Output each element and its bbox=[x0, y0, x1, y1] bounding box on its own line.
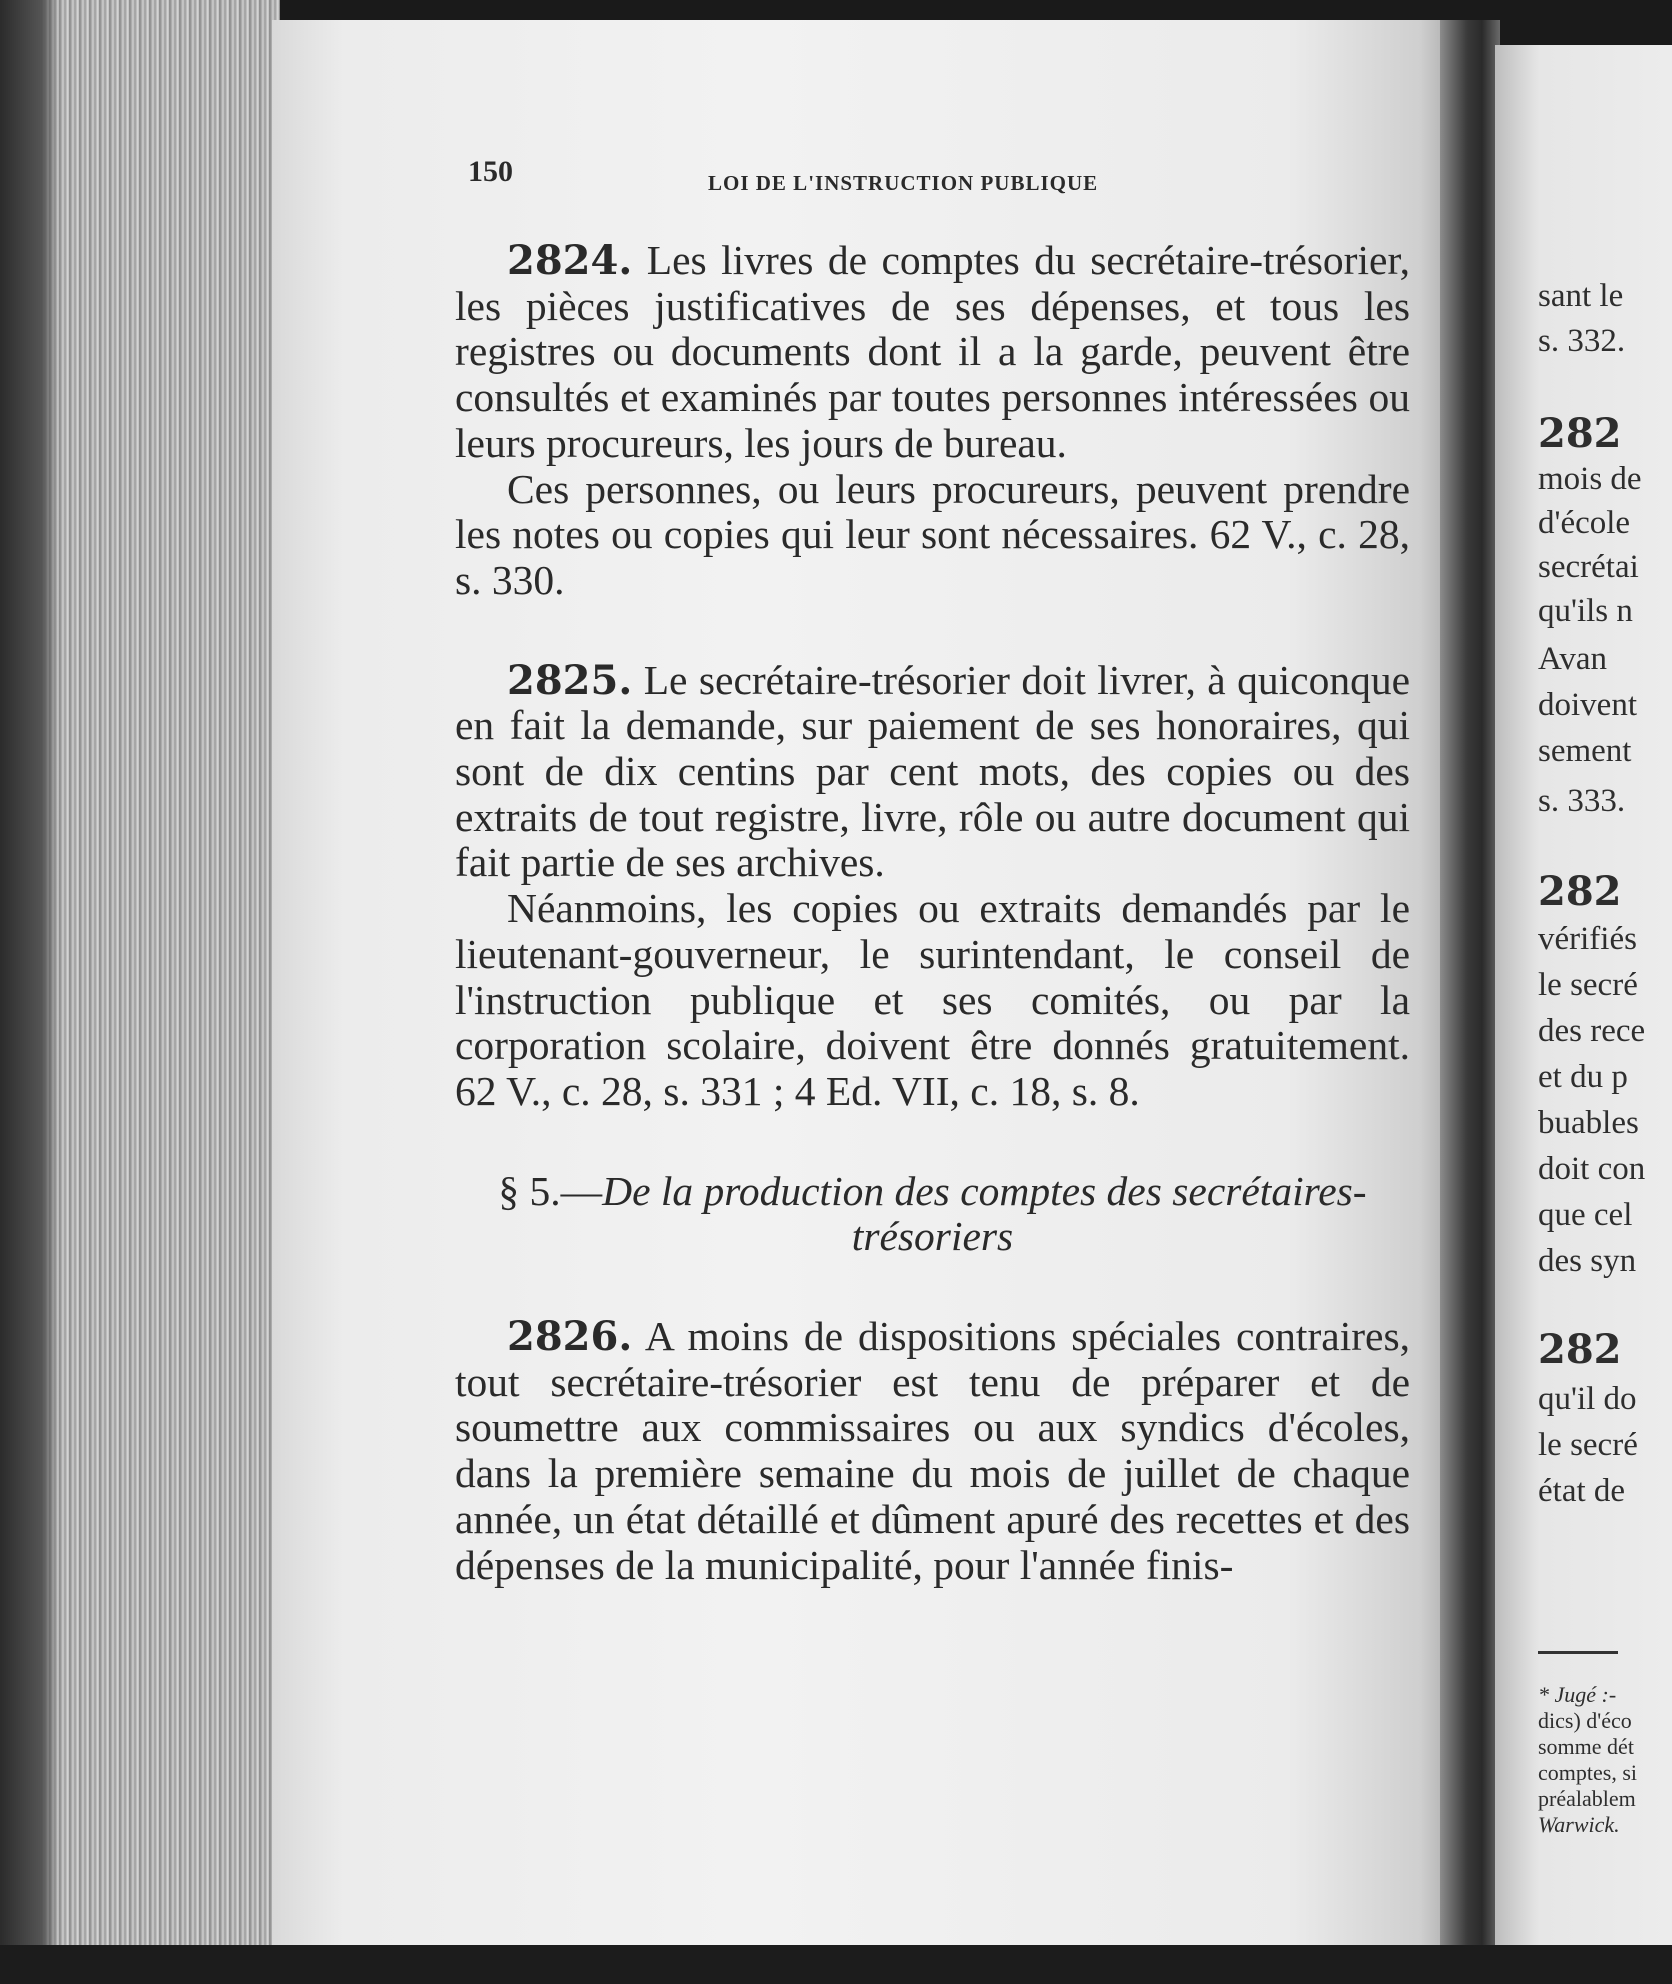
article-paragraph bbox=[455, 1314, 1410, 1588]
section-mark: § 5.— bbox=[498, 1167, 603, 1214]
article-text: Le secrétaire-trésorier doit livrer, à quiconque en fait la demande, sur paiement de ses honoraires, qui sont de dix centins par cent mots, des copies ou des extraits de tout registre, livre, rôle ou autre document qui fait partie de ses archives. bbox=[455, 656, 1410, 886]
right-line: sant le bbox=[1538, 278, 1624, 314]
article-text: A moins de dispositions spéciales contraires, tout secrétaire-trésorier est tenu de préparer et de soumettre aux commissaires ou aux syndics d'écoles, dans la première semaine du mois de juillet de chaque année, un état détaillé et dûment apuré des recettes et des dépenses de la municipalité, pour l'année finis- bbox=[455, 1313, 1410, 1588]
page-body bbox=[455, 238, 1410, 1588]
right-line: s. 333. bbox=[1538, 783, 1626, 819]
right-article-number: 282 bbox=[1538, 1326, 1622, 1373]
right-line: secrétai bbox=[1538, 549, 1639, 585]
right-line: des rece bbox=[1538, 1013, 1646, 1049]
section-heading bbox=[455, 1169, 1410, 1260]
right-line: s. 332. bbox=[1538, 323, 1626, 359]
right-line: que cel bbox=[1538, 1197, 1633, 1233]
article-2825 bbox=[455, 658, 1410, 1115]
scan-bottom-border bbox=[0, 1945, 1672, 1984]
right-page-text bbox=[1538, 0, 1672, 1984]
article-paragraph: Ces personnes, ou leurs procureurs, peuvent prendre les notes ou copies qui leur sont nécessaires. 62 V., c. 28, s. 330. bbox=[455, 465, 1410, 603]
right-line: mois de bbox=[1538, 461, 1642, 497]
footnote-line: somme dét bbox=[1538, 1734, 1634, 1759]
article-number: 2824. bbox=[507, 237, 633, 284]
right-line: qu'ils n bbox=[1538, 593, 1633, 629]
footnote-line: Warwick. bbox=[1538, 1812, 1620, 1837]
right-line: d'école bbox=[1538, 505, 1631, 541]
right-line: doit con bbox=[1538, 1151, 1646, 1187]
page-number: 150 bbox=[468, 155, 513, 188]
right-article-number: 282 bbox=[1538, 868, 1622, 915]
article-2826 bbox=[455, 1314, 1410, 1588]
article-paragraph bbox=[455, 658, 1410, 887]
right-line: vérifiés bbox=[1538, 921, 1637, 957]
right-line: buables bbox=[1538, 1105, 1639, 1141]
section-title: De la production des comptes des secrétaires-trésoriers bbox=[602, 1167, 1367, 1260]
right-line: état de bbox=[1538, 1473, 1626, 1509]
article-number: 2825. bbox=[507, 656, 633, 704]
article-text: Les livres de comptes du secrétaire-trésorier, les pièces justificatives de ses dépenses, et tous les registres ou documents dont il a la garde, peuvent être consultés et examinés par toutes personnes intéressées ou leurs procureurs, les jours de bureau. bbox=[455, 237, 1410, 466]
right-article-number: 282 bbox=[1538, 410, 1622, 457]
article-paragraph: Néanmoins, les copies ou extraits demandés par le lieutenant-gouverneur, le surintendant, le conseil de l'instruction publique et ses comités, ou par la corporation scolaire, doivent être donnés gratuitement. 62 V., c. 28, s. 331 ; 4 Ed. VII, c. 18, s. 8. bbox=[455, 885, 1410, 1114]
right-line: doivent bbox=[1538, 687, 1637, 723]
page-header bbox=[468, 155, 1428, 195]
footnote-line: comptes, si bbox=[1538, 1760, 1637, 1785]
right-line: le secré bbox=[1538, 1427, 1638, 1463]
article-paragraph bbox=[455, 238, 1410, 467]
footnote-rule bbox=[1538, 1651, 1618, 1654]
article-number: 2826. bbox=[507, 1313, 633, 1361]
footnote-line: préalablem bbox=[1538, 1786, 1636, 1811]
running-title: LOI DE L'INSTRUCTION PUBLIQUE bbox=[708, 171, 1099, 195]
right-line: sement bbox=[1538, 733, 1632, 769]
book-gutter bbox=[1440, 20, 1500, 1950]
right-line: et du p bbox=[1538, 1059, 1628, 1095]
right-line: qu'il do bbox=[1538, 1381, 1637, 1417]
right-line: le secré bbox=[1538, 967, 1638, 1003]
article-2824 bbox=[455, 238, 1410, 604]
edge-shadow bbox=[0, 0, 60, 1984]
right-line: des syn bbox=[1538, 1243, 1637, 1279]
footnote-line: dics) d'éco bbox=[1538, 1708, 1632, 1733]
footnote-line: * Jugé :- bbox=[1538, 1682, 1617, 1707]
right-line: Avan bbox=[1538, 641, 1608, 677]
